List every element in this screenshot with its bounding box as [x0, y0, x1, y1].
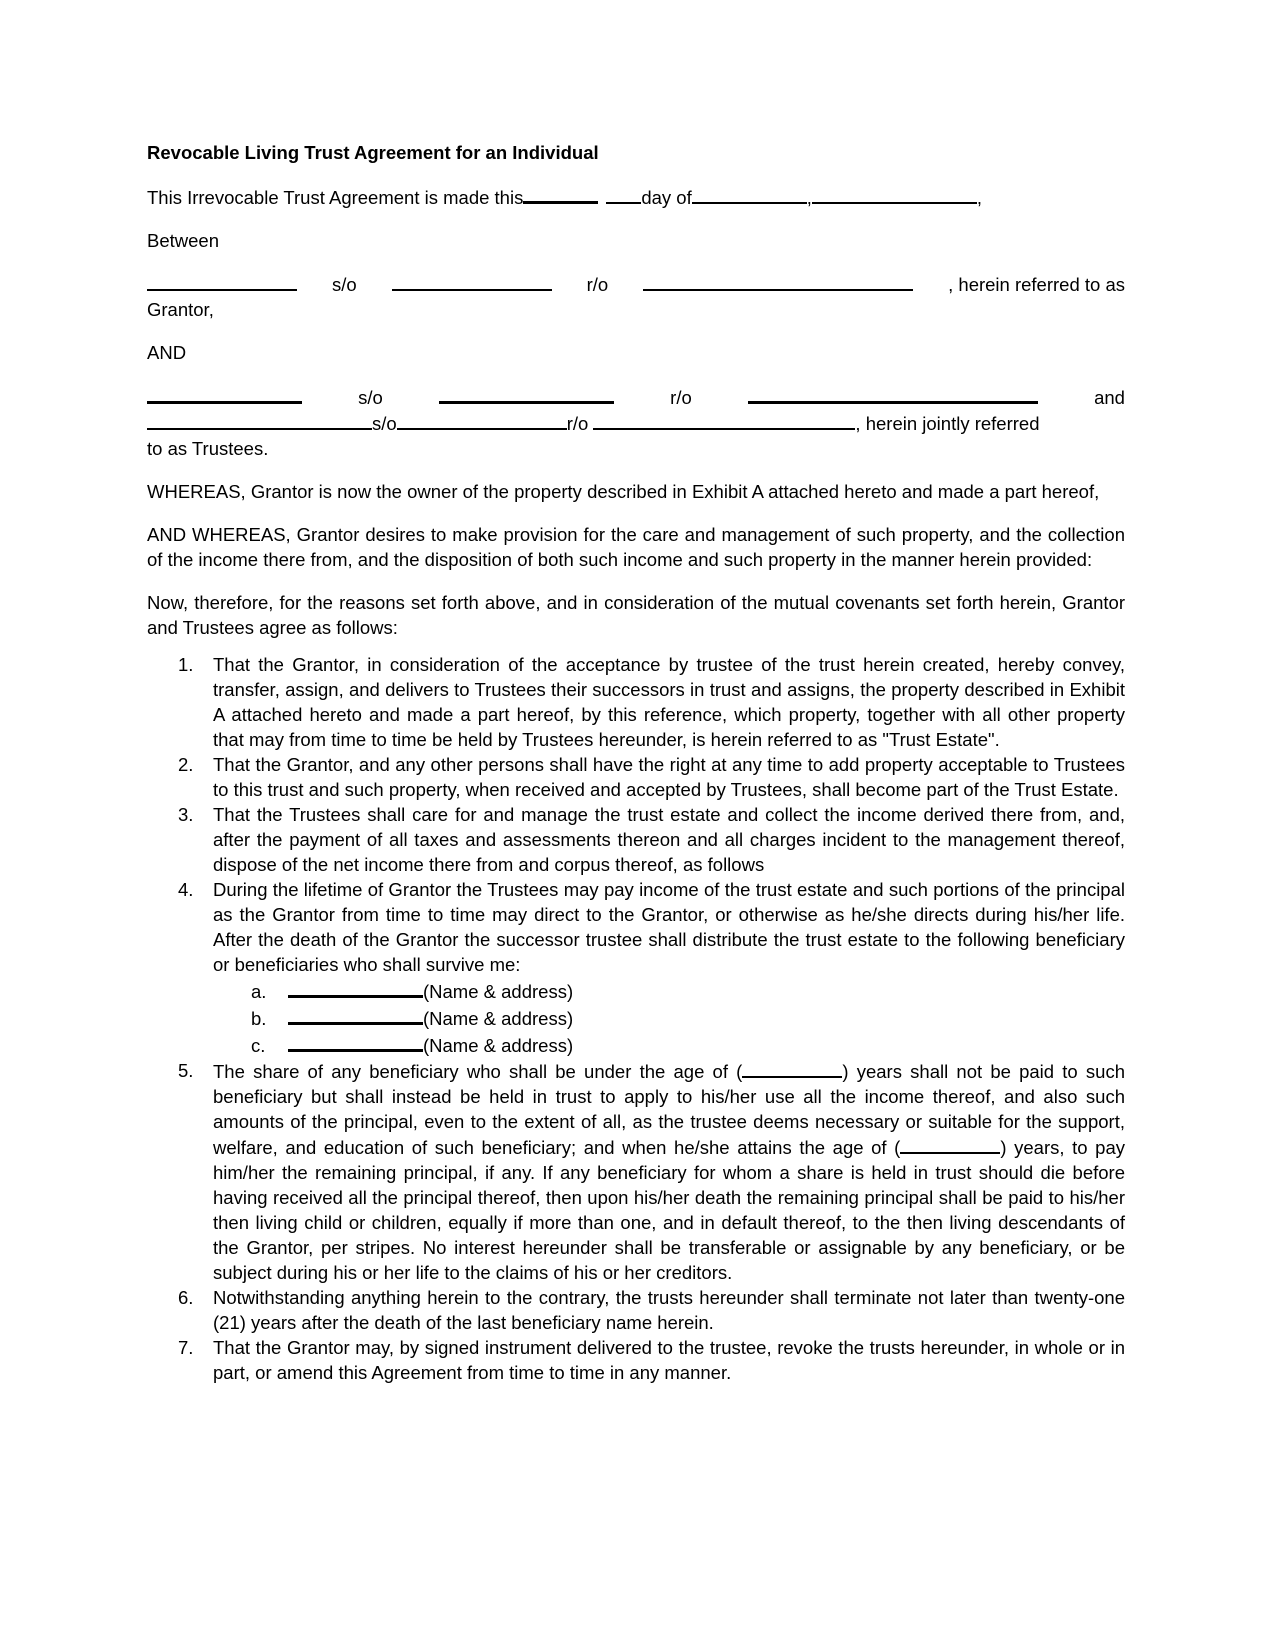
item-number: 6.	[178, 1287, 194, 1308]
blank-line	[643, 271, 913, 291]
list-item-3	[178, 802, 1125, 877]
blank-line	[742, 1058, 842, 1078]
blank-line	[692, 184, 807, 204]
whereas-paragraph-2: AND WHEREAS, Grantor desires to make provision for the care and management of such property, and the collection of the income there from, and the disposition of both such income and such property in the manner herein provided:	[147, 524, 1125, 570]
list-item-6	[178, 1285, 1125, 1335]
page-title: Revocable Living Trust Agreement for an Individual	[147, 142, 599, 163]
item-text-part: ) years, to pay him/her the remaining principal, if any. If any beneficiary for whom a share is held in trust should die before having received all the principal thereof, then upon his/her death the remaining principal shall be paid to his/her then living child or children, equally if more than one, and in default thereof, to the then living descendants of the Grantor, per stripes. No interest hereunder shall be transferable or assignable by any beneficiary, or be subject during his or her life to the claims of his or her creditors.	[213, 1137, 1126, 1283]
trustees-continuation: to as Trustees.	[147, 438, 269, 459]
item-number: 7.	[178, 1337, 194, 1358]
beneficiary-row	[213, 1031, 1125, 1058]
ro-label: r/o	[586, 274, 609, 295]
ro-label: r/o	[670, 387, 692, 408]
intro-lead: This Irrevocable Trust Agreement is made this	[147, 187, 524, 208]
blank-line	[397, 410, 567, 430]
item-text: Notwithstanding anything herein to the contrary, the trusts hereunder shall terminate not later than twenty-one (21) years after the death of the last beneficiary name herein.	[213, 1287, 1125, 1333]
blank-line	[147, 410, 372, 430]
and-label: AND	[147, 342, 187, 363]
blank-line	[392, 271, 552, 291]
item-body	[213, 877, 1125, 1058]
so-label: s/o	[372, 413, 397, 434]
between-label: Between	[147, 230, 219, 251]
blank-line	[147, 271, 297, 291]
trustees-tail: , herein jointly referred	[855, 413, 1040, 434]
blank-line	[812, 184, 977, 204]
item-text: That the Grantor may, by signed instrument delivered to the trustee, revoke the trusts hereunder, in whole or in part, or amend this Agreement from time to time in any manner.	[213, 1337, 1125, 1383]
beneficiary-letter: a.	[251, 981, 267, 1002]
ro-label: r/o	[566, 413, 589, 434]
intro-line	[147, 183, 1125, 210]
item-text: During the lifetime of Grantor the Trustees may pay income of the trust estate and such portions of the principal as the Grantor from time to time may direct to the Grantor, or otherwise as he/she directs during his/her life. After the death of the Grantor the successor trustee shall distribute the trust estate to the following beneficiary or beneficiaries who shall survive me:	[213, 879, 1125, 975]
beneficiary-row	[213, 1004, 1125, 1031]
trustees-clause	[147, 383, 1125, 461]
beneficiary-blank	[288, 1004, 423, 1025]
now-therefore-paragraph: Now, therefore, for the reasons set forth above, and in consideration of the mutual covenants set forth herein, Grantor and Trustees agree as follows:	[147, 592, 1125, 638]
and-word: and	[1094, 387, 1125, 408]
so-label: s/o	[358, 387, 383, 408]
beneficiary-blank	[288, 977, 423, 998]
blank-line	[523, 183, 598, 204]
beneficiary-blank	[288, 1031, 423, 1052]
trustees-line-1	[147, 383, 1125, 410]
grantor-continuation: Grantor,	[147, 299, 214, 320]
trustees-line-2	[147, 410, 1125, 436]
beneficiary-row	[213, 977, 1125, 1004]
intro-comma: ,	[976, 187, 983, 208]
item-number: 2.	[178, 754, 194, 775]
item-text-part: The share of any beneficiary who shall be under the age of (	[213, 1061, 743, 1082]
beneficiary-label: (Name & address)	[423, 1008, 574, 1029]
list-item-4	[178, 877, 1125, 1058]
item-text: That the Grantor, in consideration of the acceptance by trustee of the trust herein created, hereby convey, transfer, assign, and delivers to Trustees their successors in trust and assigns, the property described in Exhibit A attached hereto and made a part hereof, by this reference, which property, together with all other property that may from time to time be held by Trustees hereunder, is herein referred to as "Trust Estate".	[213, 654, 1125, 750]
grantor-line	[147, 271, 1125, 297]
beneficiary-label: (Name & address)	[423, 1035, 574, 1056]
item-number: 5.	[178, 1060, 194, 1081]
grantor-clause	[147, 271, 1125, 322]
so-label: s/o	[331, 274, 357, 295]
item-number: 3.	[178, 804, 194, 825]
item-text-part: ) years shall not be paid to such beneficiary but shall instead be held in trust to apply to his/her use all the income thereof, and also such amounts of the principal, even to the extent of all, as the trustee deems necessary or suitable for the support, welfare, and education of such beneficiary; and when he/she attains the age of (	[213, 1061, 1125, 1158]
item-body	[213, 1058, 1125, 1285]
item-text: That the Trustees shall care for and manage the trust estate and collect the income derived there from, and, after the payment of all taxes and assessments thereon and all charges incident to the management thereof, dispose of the net income there from and corpus thereof, as follows	[213, 804, 1125, 875]
intro-day-of: day of	[641, 187, 692, 208]
beneficiary-letter: b.	[251, 1008, 267, 1029]
blank-line	[439, 383, 614, 404]
grantor-tail: , herein referred to as	[948, 274, 1125, 295]
numbered-list	[147, 652, 1125, 1385]
list-item-5	[178, 1058, 1125, 1285]
list-item-2	[178, 752, 1125, 802]
blank-line	[147, 383, 302, 404]
item-number: 4.	[178, 879, 194, 900]
beneficiary-letter: c.	[251, 1035, 266, 1056]
blank-line	[748, 383, 1038, 404]
blank-line	[606, 184, 641, 204]
item-number: 1.	[178, 654, 194, 675]
list-item-1	[178, 652, 1125, 752]
blank-line	[900, 1134, 1000, 1154]
item-text: That the Grantor, and any other persons shall have the right at any time to add property acceptable to Trustees to this trust and such property, when received and accepted by Trustees, shall become part of the Trust Estate.	[213, 754, 1125, 800]
intro-comma: ,	[806, 187, 812, 208]
whereas-paragraph-1: WHEREAS, Grantor is now the owner of the property described in Exhibit A attached hereto and made a part hereof,	[147, 481, 1100, 502]
blank-line	[593, 410, 855, 430]
list-item-7	[178, 1335, 1125, 1385]
beneficiary-label: (Name & address)	[423, 981, 574, 1002]
